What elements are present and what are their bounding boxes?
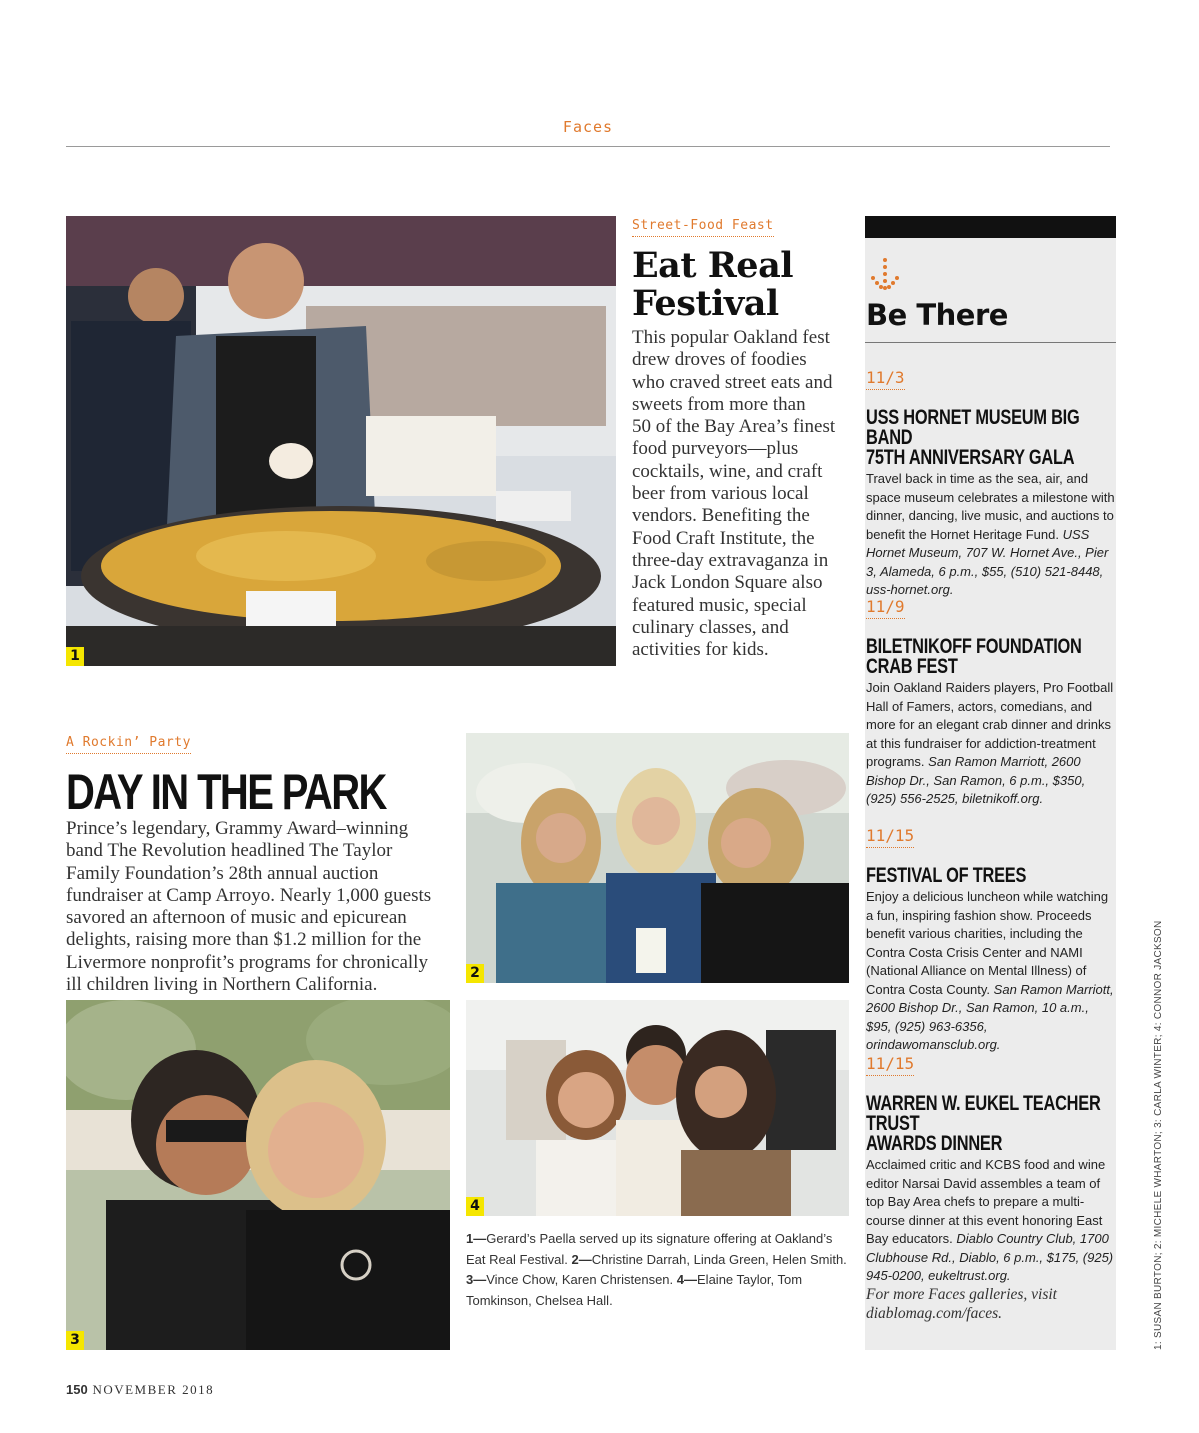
body-line: beer from various local — [632, 483, 809, 505]
event-title — [866, 637, 1117, 677]
caption-number: 3— — [466, 1272, 487, 1287]
body-line: sweets from more than — [632, 393, 806, 415]
body-line: savored an afternoon of music and epicurean — [66, 907, 407, 929]
event-date: 11/15 — [866, 826, 914, 848]
section-header: Faces — [562, 118, 614, 136]
trio-photo-image — [466, 1000, 849, 1216]
caption-number: 4— — [676, 1272, 698, 1287]
three-women-photo-image — [466, 733, 849, 983]
event-listing — [866, 368, 1116, 600]
more-galleries-note: For more Faces galleries, visit diablomag.com/faces. — [866, 1286, 1057, 1322]
event-title — [866, 408, 1117, 468]
photo-trio — [466, 1000, 849, 1216]
body-line: vendors. Benefiting the — [632, 505, 810, 527]
body-line: Food Craft Institute, the — [632, 527, 815, 549]
event-date: 11/3 — [866, 368, 905, 390]
photo-number-badge: 3 — [66, 1331, 84, 1350]
caption-text: Gerard’s Paella served up its signature offering at Oakland’s Eat Real Festival. — [466, 1231, 833, 1267]
paella-photo-image — [66, 216, 616, 666]
caption-text: Christine Darrah, Linda Green, Helen Smith. — [591, 1251, 847, 1267]
photo-captions — [466, 1229, 849, 1311]
event-title-line: WARREN W. EUKEL TEACHER TRUST — [866, 1092, 1101, 1135]
event-title-line: FESTIVAL OF TREES — [866, 864, 1027, 887]
event-date: 11/9 — [866, 597, 905, 619]
body-line: drew droves of foodies — [632, 349, 807, 371]
body-line: Livermore nonprofit’s programs for chronically — [66, 951, 428, 973]
story-headline — [632, 247, 852, 323]
photo-three-women — [466, 733, 849, 983]
caption-number: 1— — [466, 1231, 487, 1246]
photo-couple — [66, 1000, 450, 1350]
body-line: ill children living in Northern California. — [66, 974, 378, 996]
photo-number-badge: 4 — [466, 1197, 484, 1216]
event-date: 11/15 — [866, 1054, 914, 1076]
event-title-line: CRAB FEST — [866, 655, 958, 678]
body-line: Jack London Square also — [632, 572, 823, 594]
event-desc-text: Acclaimed critic and KCBS food and wine editor Narsai David assembles a team of top Bay Area chefs to prepare a multi-course dinner at this event honoring East Bay educators. — [866, 1157, 1106, 1246]
event-listing — [866, 1054, 1116, 1286]
body-line: Family Foundation’s 28th annual auction — [66, 862, 379, 884]
body-line: 50 of the Bay Area’s finest — [632, 416, 836, 438]
event-details: Diablo Country Club, 1700 Clubhouse Rd., Diablo, 6 p.m., $175, (925) 945-0200, eukeltrust.org. — [866, 1231, 1114, 1283]
sidebar-rule — [865, 342, 1116, 343]
event-description — [866, 888, 1116, 1055]
body-line: activities for kids. — [632, 639, 769, 661]
event-title-line: 75TH ANNIVERSARY GALA — [866, 446, 1075, 469]
headline-line: Festival — [632, 283, 779, 324]
story-day-in-the-park — [66, 731, 456, 996]
be-there-sidebar — [865, 216, 1116, 1350]
event-description — [866, 679, 1116, 809]
body-line: This popular Oakland fest — [632, 327, 830, 348]
body-line: cocktails, wine, and craft — [632, 460, 823, 482]
photo-number-badge: 1 — [66, 647, 84, 666]
event-details: USS Hornet Museum, 707 W. Hornet Ave., Pier 3, Alameda, 6 p.m., $55, (510) 521-8448, uss-hornet.org. — [866, 526, 1109, 597]
event-desc-text: Travel back in time as the sea, air, and space museum celebrates a milestone with dinner, dancing, live music, and auctions to benefit the Hornet Heritage Fund. — [866, 471, 1115, 542]
event-details: San Ramon Marriott, 2600 Bishop Dr., San Ramon, 6 p.m., $350, (925) 556-2525, biletnikoff.org. — [866, 754, 1086, 806]
story-body — [632, 327, 852, 661]
caption-number: 2— — [571, 1251, 592, 1267]
body-line: fundraiser at Camp Arroyo. Nearly 1,000 guests — [66, 884, 432, 906]
photo-paella — [66, 216, 616, 666]
couple-photo-image — [66, 1000, 450, 1350]
event-title-line: BILETNIKOFF FOUNDATION — [866, 635, 1082, 658]
story-eat-real — [632, 214, 852, 661]
event-title-line: USS HORNET MUSEUM BIG BAND — [866, 406, 1080, 449]
sidebar-title: Be There — [866, 298, 1008, 332]
sidebar-top-bar — [865, 216, 1116, 238]
event-details: San Ramon Marriott, 2600 Bishop Dr., San Ramon, 10 a.m., $95, (925) 963-6356, orindawomansclub.org. — [866, 981, 1114, 1052]
headline-line: Eat Real — [632, 245, 794, 286]
photo-number-badge: 2 — [466, 964, 484, 983]
event-listing — [866, 597, 1116, 809]
page-number: 150 — [66, 1382, 88, 1397]
event-description — [866, 470, 1116, 600]
event-listing — [866, 826, 1116, 1055]
body-line: who craved street eats and — [632, 371, 833, 393]
event-title — [866, 1094, 1117, 1154]
event-desc-text: Enjoy a delicious luncheon while watching a fun, inspiring fashion show. Proceeds benefit various charities, including the Contra Costa Crisis Center and NAMI (National Alliance on Mental Illness) of Contra Costa County. — [866, 889, 1109, 997]
dotted-arrow-down-icon — [869, 256, 901, 300]
body-line: featured music, special — [632, 594, 807, 616]
body-line: delights, raising more than $1.2 million for the — [66, 929, 422, 951]
body-line: band The Revolution headlined The Taylor — [66, 840, 393, 862]
body-line: culinary classes, and — [632, 616, 789, 638]
caption-text: Vince Chow, Karen Christensen. — [486, 1272, 674, 1287]
caption-text: Elaine Taylor, Tom Tomkinson, Chelsea Hall. — [466, 1272, 803, 1308]
body-line: Prince’s legendary, Grammy Award–winning — [66, 818, 409, 839]
header-rule — [66, 146, 1110, 147]
story-body — [66, 818, 456, 996]
story-kicker: A Rockin’ Party — [66, 735, 191, 754]
page-folio — [66, 1382, 214, 1398]
story-headline: DAY IN THE PARK — [66, 764, 386, 820]
photo-credits: 1: SUSAN BURTON; 2: MICHELE WHARTON; 3: CARLA WINTER; 4: CONNOR JACKSON — [1153, 920, 1164, 1350]
event-desc-text: Join Oakland Raiders players, Pro Football Hall of Famers, actors, comedians, and more for an elegant crab dinner and drinks at this fundraiser for addiction-treatment programs. — [866, 680, 1114, 769]
event-title-line: AWARDS DINNER — [866, 1132, 1003, 1155]
body-line: three-day extravaganza in — [632, 549, 829, 571]
story-kicker: Street-Food Feast — [632, 218, 774, 237]
body-line: food purveyors—plus — [632, 438, 799, 460]
event-description — [866, 1156, 1116, 1286]
event-title — [866, 866, 1117, 886]
issue-date: NOVEMBER 2018 — [92, 1382, 215, 1397]
